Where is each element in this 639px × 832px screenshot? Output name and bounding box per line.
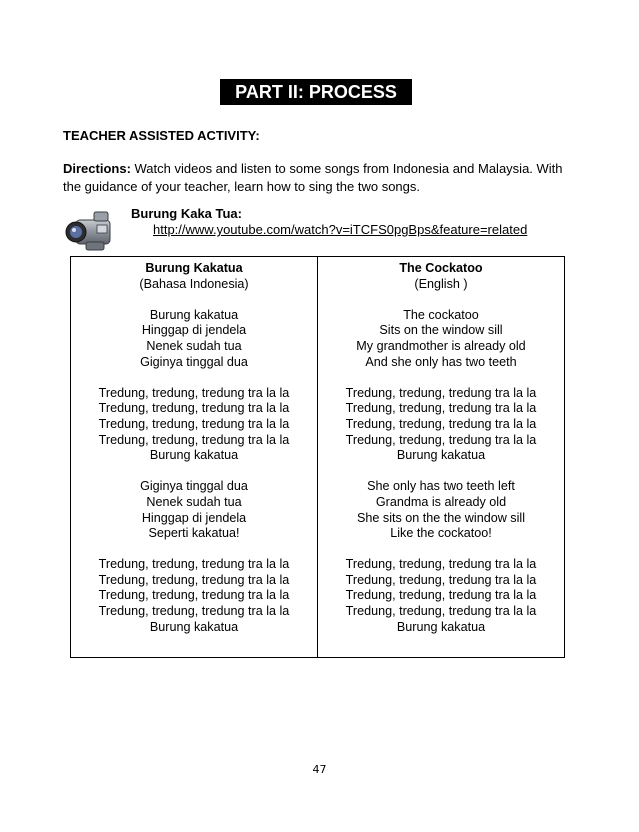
lyric-line: Burung kakatua xyxy=(149,448,239,463)
lyric-line: Tredung, tredung, tredung tra la la xyxy=(345,572,537,587)
lyric-line xyxy=(71,370,317,386)
lyric-line: Tredung, tredung, tredung tra la la xyxy=(98,385,290,400)
page-title: PART II: PROCESS xyxy=(220,79,412,105)
lyric-line: Like the cockatoo! xyxy=(390,526,492,541)
lyrics-column-title: Burung Kakatua xyxy=(145,261,243,275)
song-video-link[interactable]: http://www.youtube.com/watch?v=iTCFS0pgBps&feature=related xyxy=(153,222,528,237)
lyric-line: Giginya tinggal dua xyxy=(140,479,248,494)
lyric-line: Burung kakatua xyxy=(149,619,239,634)
lyric-line: Nenek sudah tua xyxy=(146,338,242,353)
lyric-line: She sits on the the window sill xyxy=(356,510,525,525)
directions-paragraph xyxy=(63,160,583,196)
lyric-line: Sits on the window sill xyxy=(379,323,503,338)
page-number: 47 xyxy=(312,763,327,776)
lyric-line: Hinggap di jendela xyxy=(141,323,247,338)
lyrics-column-subtitle: (Bahasa Indonesia) xyxy=(139,276,249,291)
lyrics-column-subtitle: (English ) xyxy=(414,276,468,291)
directions-label: Directions: xyxy=(63,161,131,176)
lyrics-column-english xyxy=(317,257,564,657)
lyric-line: My grandmother is already old xyxy=(356,338,526,353)
lyric-line: Tredung, tredung, tredung tra la la xyxy=(98,401,290,416)
lyric-line: Tredung, tredung, tredung tra la la xyxy=(345,432,537,447)
lyric-line: Tredung, tredung, tredung tra la la xyxy=(98,557,290,572)
lyric-line: Tredung, tredung, tredung tra la la xyxy=(345,604,537,619)
lyric-line: Burung kakatua xyxy=(149,307,239,322)
lyric-line: Tredung, tredung, tredung tra la la xyxy=(98,588,290,603)
song-title: Burung Kaka Tua: xyxy=(131,206,242,221)
lyrics-column-indonesian xyxy=(71,257,317,657)
lyric-line: She only has two teeth left xyxy=(367,479,515,494)
lyric-line xyxy=(318,292,564,308)
lyric-line: And she only has two teeth xyxy=(365,354,517,369)
lyric-line: Tredung, tredung, tredung tra la la xyxy=(345,557,537,572)
lyric-line: The cockatoo xyxy=(403,307,479,322)
lyric-line: Tredung, tredung, tredung tra la la xyxy=(345,401,537,416)
lyric-line: Burung kakatua xyxy=(396,619,486,634)
directions-text: Watch videos and listen to some songs from Indonesia and Malaysia. With the guidance of your teacher, learn how to sing the two songs. xyxy=(63,161,563,194)
lyric-line: Tredung, tredung, tredung tra la la xyxy=(98,432,290,447)
lyric-line xyxy=(71,542,317,558)
lyric-line xyxy=(71,464,317,480)
lyric-line xyxy=(318,542,564,558)
lyric-line: Tredung, tredung, tredung tra la la xyxy=(98,572,290,587)
lyric-line: Giginya tinggal dua xyxy=(140,354,248,369)
lyric-line: Tredung, tredung, tredung tra la la xyxy=(345,416,537,431)
lyric-line: Tredung, tredung, tredung tra la la xyxy=(345,385,537,400)
lyric-line: Nenek sudah tua xyxy=(146,494,242,509)
video-camera-icon xyxy=(64,206,116,258)
lyric-line: Grandma is already old xyxy=(375,494,507,509)
lyric-line: Seperti kakatua! xyxy=(148,526,240,541)
lyric-line xyxy=(318,370,564,386)
lyrics-column-title: The Cockatoo xyxy=(399,261,483,275)
lyric-line: Burung kakatua xyxy=(396,448,486,463)
lyric-line xyxy=(71,292,317,308)
lyric-line: Tredung, tredung, tredung tra la la xyxy=(345,588,537,603)
activity-heading: TEACHER ASSISTED ACTIVITY: xyxy=(63,128,260,143)
lyric-line: Hinggap di jendela xyxy=(141,510,247,525)
lyric-line: Tredung, tredung, tredung tra la la xyxy=(98,604,290,619)
lyrics-table xyxy=(70,256,565,658)
lyric-line xyxy=(318,464,564,480)
lyric-line: Tredung, tredung, tredung tra la la xyxy=(98,416,290,431)
